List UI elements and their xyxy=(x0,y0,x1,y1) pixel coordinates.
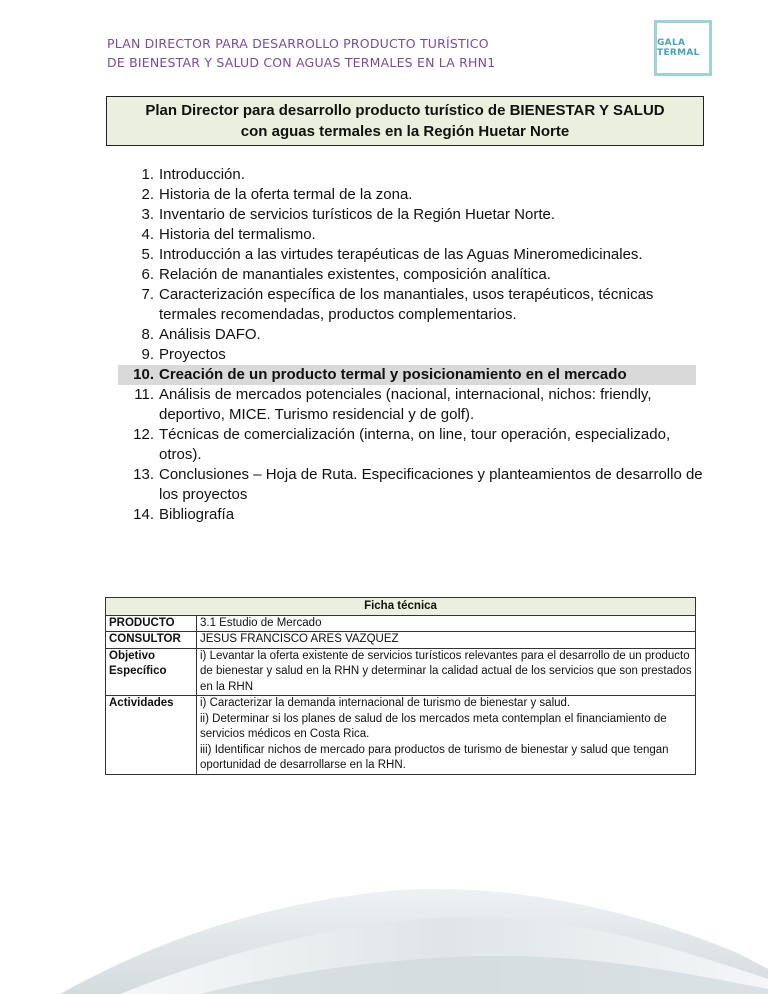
toc-item xyxy=(118,205,708,225)
document-title-line-1: Plan Director para desarrollo producto turístico de BIENESTAR Y SALUD xyxy=(145,102,665,119)
producto-value: 3.1 Estudio de Mercado xyxy=(197,615,696,632)
actividad-item: ii) Determinar si los planes de salud de los mercados meta contemplan el financiamiento de servicios médicos en Costa Rica. xyxy=(200,712,667,740)
toc-item xyxy=(118,325,708,345)
toc-number: 6. xyxy=(141,266,154,283)
toc-text: Introducción. xyxy=(159,166,245,183)
actividad-item: iii) Identificar nichos de mercado para productos de turismo de bienestar y salud que tengan oportunidad de desarrollarse en la RHN. xyxy=(200,743,669,771)
toc-text: Análisis DAFO. xyxy=(159,326,261,343)
objetivo-value: i) Levantar la oferta existente de servicios turísticos relevantes para el desarrollo de un producto de bienestar y salud en la RHN y determinar la calidad actual de los servicios que son prestados en la RHN xyxy=(197,648,696,696)
toc-number: 7. xyxy=(141,286,154,303)
toc-number: 12. xyxy=(133,426,154,443)
table-row xyxy=(106,696,696,775)
toc-item xyxy=(118,385,708,425)
toc-item xyxy=(118,245,708,265)
toc-number: 13. xyxy=(133,466,154,483)
toc-item xyxy=(118,185,708,205)
toc-text: Historia de la oferta termal de la zona. xyxy=(159,186,413,203)
toc-item-highlighted xyxy=(118,365,696,385)
document-title-box xyxy=(106,96,704,146)
toc-number: 14. xyxy=(133,506,154,523)
table-row xyxy=(106,648,696,696)
toc-item xyxy=(118,425,708,465)
actividades-label: Actividades xyxy=(106,696,197,775)
toc-text: Historia del termalismo. xyxy=(159,226,316,243)
toc-text: Caracterización específica de los manantiales, usos terapéuticos, técnicas termales recomendadas, productos complementarios. xyxy=(159,286,654,323)
toc-text: Análisis de mercados potenciales (nacional, internacional, nichos: friendly, deportivo, MICE. Turismo residencial y de golf). xyxy=(159,386,652,423)
toc-number: 9. xyxy=(141,346,154,363)
running-header xyxy=(107,34,567,72)
ficha-tecnica-table xyxy=(105,597,696,775)
toc-text: Conclusiones – Hoja de Ruta. Especificaciones y planteamientos de desarrollo de los proyectos xyxy=(159,466,703,503)
toc-number: 3. xyxy=(141,206,154,223)
table-of-contents xyxy=(118,165,708,525)
consultor-value: JESUS FRANCISCO ARES VAZQUEZ xyxy=(197,632,696,649)
footer-wave-decoration xyxy=(0,884,768,994)
table-row xyxy=(106,615,696,632)
toc-text: Inventario de servicios turísticos de la Región Huetar Norte. xyxy=(159,206,556,223)
running-header-line-1: PLAN DIRECTOR PARA DESARROLLO PRODUCTO TURÍSTICO xyxy=(107,36,489,51)
toc-number: 10. xyxy=(133,366,154,383)
toc-text: Introducción a las virtudes terapéuticas de las Aguas Mineromedicinales. xyxy=(159,246,643,263)
logo-text: GALA TERMAL xyxy=(657,38,700,58)
objetivo-label-line-1: Objetivo xyxy=(109,649,156,662)
table-row xyxy=(106,632,696,649)
toc-number: 11. xyxy=(134,386,154,403)
toc-number: 1. xyxy=(141,166,154,183)
consultor-label: CONSULTOR xyxy=(106,632,197,649)
toc-text: Proyectos xyxy=(159,346,226,363)
toc-item xyxy=(118,285,708,325)
toc-number: 2. xyxy=(141,186,154,203)
toc-text: Técnicas de comercialización (interna, on line, tour operación, especializado, otros). xyxy=(159,426,671,463)
toc-number: 5. xyxy=(141,246,154,263)
toc-item xyxy=(118,345,708,365)
actividades-value xyxy=(197,696,696,775)
toc-number: 4. xyxy=(141,226,154,243)
toc-item xyxy=(118,265,708,285)
toc-item xyxy=(118,505,708,525)
producto-label: PRODUCTO xyxy=(106,615,197,632)
toc-text: Relación de manantiales existentes, composición analítica. xyxy=(159,266,551,283)
toc-item xyxy=(118,225,708,245)
table-row xyxy=(106,598,696,616)
toc-number: 8. xyxy=(141,326,154,343)
toc-text: Creación de un producto termal y posicionamiento en el mercado xyxy=(159,366,627,383)
document-title-line-2: con aguas termales en la Región Huetar Norte xyxy=(240,123,570,140)
toc-item xyxy=(118,165,708,185)
objetivo-label xyxy=(106,648,197,696)
objetivo-label-line-2: Específico xyxy=(109,665,167,677)
actividad-item: i) Caracterizar la demanda internacional de turismo de bienestar y salud. xyxy=(200,697,571,709)
running-header-line-2: DE BIENESTAR Y SALUD CON AGUAS TERMALES EN LA RHN1 xyxy=(107,55,496,70)
ficha-caption: Ficha técnica xyxy=(106,598,696,616)
toc-item xyxy=(118,465,708,505)
gala-termal-logo xyxy=(654,20,712,76)
toc-text: Bibliografía xyxy=(159,506,235,523)
